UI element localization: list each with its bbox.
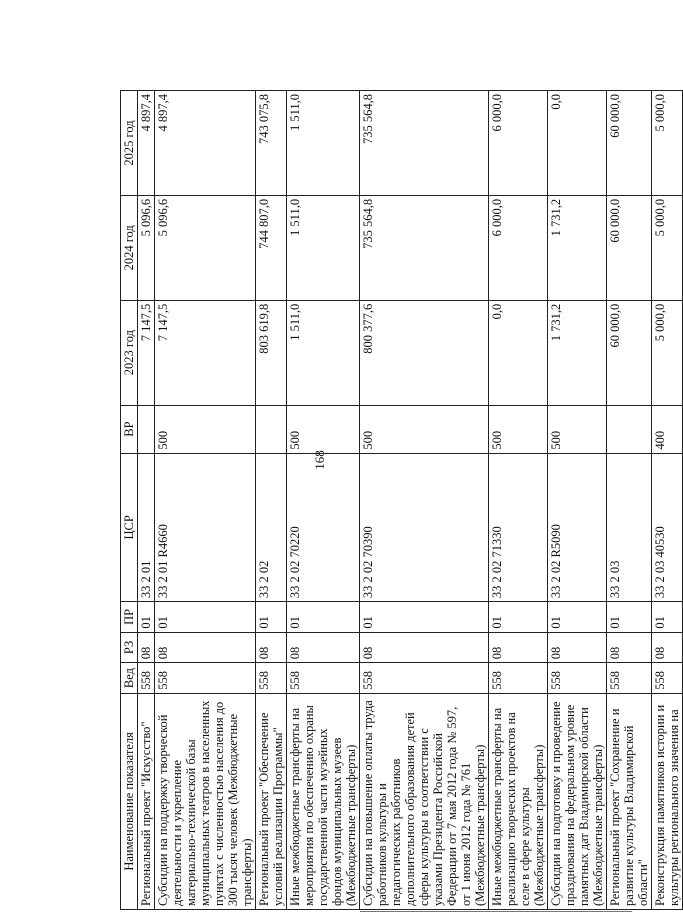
header-ved: Вед <box>121 663 138 694</box>
cell-csr: 33 2 02 70220 <box>287 453 360 602</box>
cell-pr: 01 <box>607 602 652 633</box>
cell-ved: 558 <box>360 663 489 694</box>
cell-vr: 500 <box>155 405 256 453</box>
header-2023: 2023 год <box>121 300 138 405</box>
header-pr: ПР <box>121 602 138 633</box>
cell-ved: 558 <box>287 663 360 694</box>
table-row <box>287 91 360 910</box>
cell-rz: 08 <box>360 632 489 663</box>
cell-vr <box>256 405 287 453</box>
page-number: 168 <box>312 450 327 470</box>
cell-rz: 08 <box>489 632 548 663</box>
page-bottom-rule <box>360 911 632 912</box>
cell-ved: 558 <box>256 663 287 694</box>
header-name: Наименование показателя <box>121 693 138 909</box>
cell-pr: 01 <box>548 602 607 633</box>
cell-pr: 01 <box>138 602 155 633</box>
cell-vr: 400 <box>652 405 683 453</box>
cell-ved: 558 <box>489 663 548 694</box>
cell-name: Реконструкция памятников истории и культуры регионального значения на <box>652 693 683 909</box>
cell-rz: 08 <box>548 632 607 663</box>
cell-csr: 33 2 03 <box>607 453 652 602</box>
cell-2023: 803 619,8 <box>256 300 287 405</box>
cell-ved: 558 <box>138 663 155 694</box>
cell-name: Субсидии на повышение оплаты труда работников культуры и педагогических работников дополнительного образования детей сферы культуры в соответствии с указами Президента Российской Федерации от 7 мая 2012 года № 597, от 1 июня 2012 года № 761 (Межбюджетные трансферты) <box>360 693 489 909</box>
cell-2025: 4 897,4 <box>138 91 155 196</box>
cell-ved: 558 <box>548 663 607 694</box>
cell-name: Региональный проект "Сохранение и развитие культуры Владимирской области" <box>607 693 652 909</box>
cell-2023: 0,0 <box>489 300 548 405</box>
cell-csr: 33 2 01 <box>138 453 155 602</box>
cell-2024: 5 096,6 <box>155 195 256 300</box>
cell-vr: 500 <box>360 405 489 453</box>
budget-table-wrapper <box>120 90 681 910</box>
cell-rz: 08 <box>287 632 360 663</box>
cell-csr: 33 2 03 40530 <box>652 453 683 602</box>
cell-2025: 1 511,0 <box>287 91 360 196</box>
cell-2024: 744 807,0 <box>256 195 287 300</box>
cell-2024: 6 000,0 <box>489 195 548 300</box>
cell-2024: 5 000,0 <box>652 195 683 300</box>
table-row <box>548 91 607 910</box>
cell-csr: 33 2 02 R5090 <box>548 453 607 602</box>
cell-name: Иные межбюджетные трансферты на реализацию творческих проектов на селе в сфере культуры (Межбюджетные трансферты) <box>489 693 548 909</box>
cell-ved: 558 <box>155 663 256 694</box>
cell-2025: 4 897,4 <box>155 91 256 196</box>
cell-pr: 01 <box>360 602 489 633</box>
table-row <box>138 91 155 910</box>
cell-2023: 60 000,0 <box>607 300 652 405</box>
cell-2024: 735 564,8 <box>360 195 489 300</box>
cell-rz: 08 <box>256 632 287 663</box>
cell-2025: 6 000,0 <box>489 91 548 196</box>
cell-2023: 1 511,0 <box>287 300 360 405</box>
cell-2023: 7 147,5 <box>155 300 256 405</box>
cell-vr: 500 <box>287 405 360 453</box>
cell-pr: 01 <box>652 602 683 633</box>
table-row <box>607 91 652 910</box>
table-row <box>155 91 256 910</box>
cell-pr: 01 <box>155 602 256 633</box>
cell-ved: 558 <box>652 663 683 694</box>
cell-name: Региональный проект "Обеспечение условий реализации Программы" <box>256 693 287 909</box>
header-2024: 2024 год <box>121 195 138 300</box>
cell-rz: 08 <box>607 632 652 663</box>
cell-name: Иные межбюджетные трансферты на мероприятия по обеспечению охраны государственной части музейных фондов муниципальных музеев (Межбюджетные трансферты) <box>287 693 360 909</box>
cell-name: Субсидии на поддержку творческой деятельности и укрепление материально-технической базы муниципальных театров в населенных пунктах с численностью населения до 300 тысяч человек (Межбюджетные трансферты) <box>155 693 256 909</box>
cell-2023: 5 000,0 <box>652 300 683 405</box>
cell-2025: 735 564,8 <box>360 91 489 196</box>
cell-csr: 33 2 02 70390 <box>360 453 489 602</box>
cell-name: Субсидии на подготовку и проведение празднования на федеральном уровне памятных дат Владимирской области (Межбюджетные трансферты) <box>548 693 607 909</box>
header-rz: РЗ <box>121 632 138 663</box>
cell-2023: 7 147,5 <box>138 300 155 405</box>
cell-vr: 500 <box>489 405 548 453</box>
cell-pr: 01 <box>256 602 287 633</box>
table-header-row <box>121 91 138 910</box>
cell-vr <box>138 405 155 453</box>
cell-2024: 60 000,0 <box>607 195 652 300</box>
cell-2024: 1 731,2 <box>548 195 607 300</box>
cell-vr <box>607 405 652 453</box>
cell-csr: 33 2 02 <box>256 453 287 602</box>
header-vr: ВР <box>121 405 138 453</box>
table-row <box>489 91 548 910</box>
cell-csr: 33 2 01 R4660 <box>155 453 256 602</box>
cell-2025: 743 075,8 <box>256 91 287 196</box>
cell-ved: 558 <box>607 663 652 694</box>
cell-2025: 5 000,0 <box>652 91 683 196</box>
cell-pr: 01 <box>489 602 548 633</box>
cell-rz: 08 <box>155 632 256 663</box>
cell-csr: 33 2 02 71330 <box>489 453 548 602</box>
cell-rz: 08 <box>138 632 155 663</box>
cell-vr: 500 <box>548 405 607 453</box>
cell-name: Региональный проект "Искусство" <box>138 693 155 909</box>
header-2025: 2025 год <box>121 91 138 196</box>
cell-2025: 0,0 <box>548 91 607 196</box>
budget-table <box>120 90 683 910</box>
table-row <box>652 91 683 910</box>
table-row <box>256 91 287 910</box>
cell-2025: 60 000,0 <box>607 91 652 196</box>
cell-2023: 1 731,2 <box>548 300 607 405</box>
cell-2024: 5 096,6 <box>138 195 155 300</box>
cell-rz: 08 <box>652 632 683 663</box>
cell-pr: 01 <box>287 602 360 633</box>
cell-2023: 800 377,6 <box>360 300 489 405</box>
cell-2024: 1 511,0 <box>287 195 360 300</box>
table-row <box>360 91 489 910</box>
header-csr: ЦСР <box>121 453 138 602</box>
